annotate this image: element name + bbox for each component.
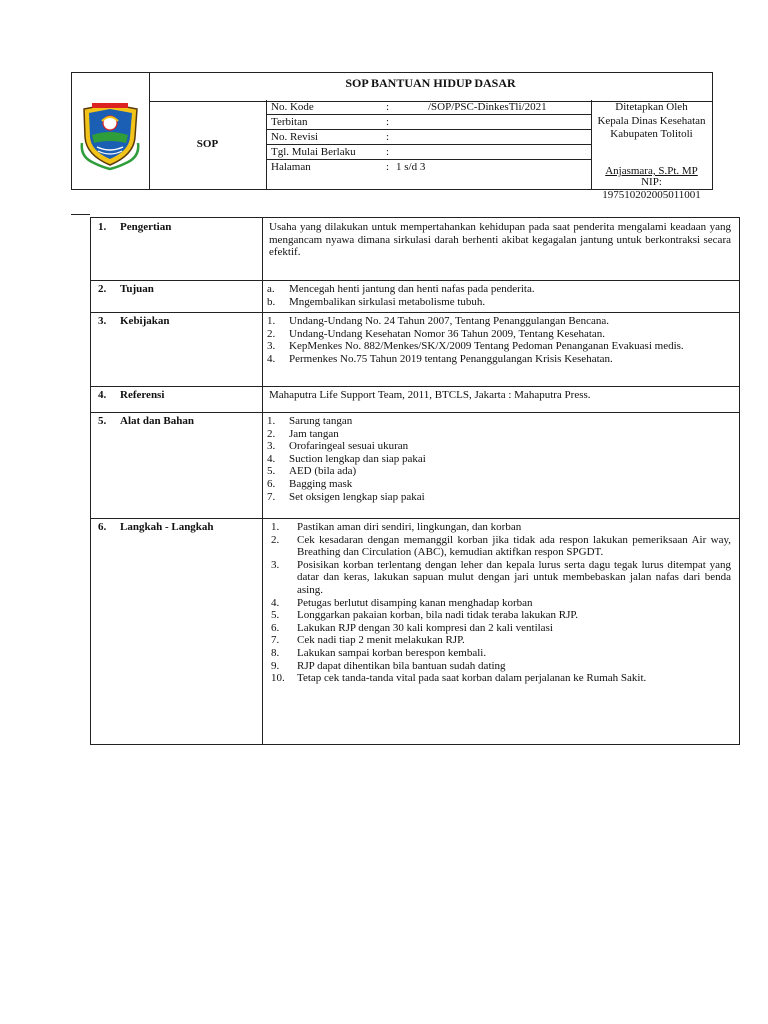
section-body [263, 518, 739, 744]
list-marker: 9. [271, 659, 280, 672]
section-heading [91, 412, 263, 518]
section-list [267, 415, 731, 503]
list-item [267, 478, 731, 491]
list-item [271, 597, 731, 610]
list-item [267, 353, 731, 366]
section-body [263, 280, 739, 312]
approval-line: Kepala Dinas Kesehatan [597, 115, 706, 127]
section-text: Usaha yang dilakukan untuk mempertahankan kehidupan pada saat penderita mengalami keadaan yang mengancam nyawa dimana sirkulasi darah berhenti akibat kegagalan jantung untuk berkontraksi secara efektif. [269, 221, 731, 259]
list-item [271, 609, 731, 622]
signatory-name: Anjasmara, S.Pt. MP [605, 165, 698, 177]
section-pengertian [91, 218, 739, 281]
list-item-text: Lakukan RJP dengan 30 kali kompresi dan 2 kali ventilasi [297, 621, 553, 634]
list-marker: 3. [271, 558, 280, 571]
section-langkah [91, 518, 739, 744]
section-body [263, 218, 739, 280]
list-marker: 4. [267, 352, 276, 365]
list-marker: 6. [271, 621, 280, 634]
field-row-halaman [266, 160, 591, 174]
section-list [267, 315, 731, 365]
section-title: Tujuan [120, 283, 154, 295]
list-item-text: Bagging mask [289, 477, 353, 490]
list-marker: 2. [267, 427, 276, 440]
field-label: Terbitan [271, 116, 308, 128]
list-item-text: Tetap cek tanda-tanda vital pada saat korban dalam perjalanan ke Rumah Sakit. [297, 672, 647, 685]
list-item-text: Mngembalikan sirkulasi metabolisme tubuh. [289, 295, 486, 308]
list-item-text: Longgarkan pakaian korban, bila nadi tidak teraba lakukan RJP. [297, 609, 579, 622]
approval-line: Ditetapkan Oleh [615, 101, 688, 113]
list-marker: 2. [271, 533, 280, 546]
signatory-nip: NIP: 197510202005011001 [602, 176, 701, 201]
section-heading [91, 280, 263, 312]
section-number: 1. [98, 221, 107, 233]
field-value: 1 s/d 3 [396, 161, 426, 173]
field-separator: : [386, 146, 390, 158]
list-item-text: Set oksigen lengkap siap pakai [289, 490, 425, 503]
section-number: 4. [98, 389, 107, 401]
section-title: Pengertian [120, 221, 172, 233]
field-separator: : [386, 101, 390, 113]
list-item [267, 415, 731, 428]
field-row-kode [266, 100, 591, 115]
list-marker: 1. [267, 415, 276, 427]
list-item [267, 296, 731, 309]
list-item [267, 465, 731, 478]
divider [71, 214, 90, 215]
sop-label: SOP [149, 100, 267, 189]
list-item [271, 521, 731, 534]
list-marker: 5. [271, 609, 280, 622]
document-title: SOP BANTUAN HIDUP DASAR [149, 73, 712, 102]
field-row-tgl-berlaku [266, 145, 591, 160]
section-number: 5. [98, 415, 107, 427]
list-item-text: Pastikan aman diri sendiri, lingkungan, dan korban [297, 521, 522, 533]
section-title: Referensi [120, 389, 165, 401]
field-label: Halaman [271, 161, 311, 173]
list-item [267, 340, 731, 353]
section-heading [91, 218, 263, 280]
field-row-terbitan [266, 115, 591, 130]
list-item [271, 634, 731, 647]
section-number: 6. [98, 521, 107, 533]
section-body [263, 412, 739, 518]
list-item [271, 559, 731, 597]
list-item-text: RJP dapat dihentikan bila bantuan sudah dating [297, 659, 506, 672]
list-item-text: Posisikan korban terlentang dengan leher dan kepala lurus serta dagu tegak lurus ditempat yang datar dan keras, lakukan sapuan mulut dengan jari untuk membebaskan jalan nafas dari benda asing. [297, 558, 731, 596]
list-item-text: Mencegah henti jantung dan henti nafas pada penderita. [289, 283, 535, 295]
list-marker: 1. [271, 521, 280, 533]
field-separator: : [386, 161, 390, 173]
section-referensi [91, 386, 739, 413]
field-label: No. Revisi [271, 131, 319, 143]
list-item [267, 440, 731, 453]
section-list [267, 283, 731, 308]
section-heading [91, 518, 263, 744]
field-separator: : [386, 131, 390, 143]
section-body [263, 312, 739, 386]
document-fields [266, 100, 592, 189]
section-list [271, 521, 731, 685]
list-item [271, 672, 731, 685]
section-title: Kebijakan [120, 315, 170, 327]
list-item [267, 428, 731, 441]
list-marker: 8. [271, 646, 280, 659]
section-heading [91, 312, 263, 386]
list-item-text: Orofaringeal sesuai ukuran [289, 440, 409, 453]
list-item [267, 283, 731, 296]
list-marker: 4. [267, 452, 276, 465]
list-marker: 6. [267, 477, 276, 490]
regency-emblem-icon [72, 73, 149, 189]
list-marker: 7. [271, 634, 280, 647]
sop-header [71, 72, 713, 201]
sop-content-table [90, 217, 740, 745]
list-item [267, 491, 731, 504]
list-item-text: AED (bila ada) [289, 465, 357, 478]
section-text: Mahaputra Life Support Team, 2011, BTCLS, Jakarta : Mahaputra Press. [269, 389, 591, 401]
section-number: 2. [98, 283, 107, 295]
field-separator: : [386, 116, 390, 128]
list-item [271, 622, 731, 635]
section-title: Langkah - Langkah [120, 521, 214, 533]
section-title: Alat dan Bahan [120, 415, 194, 427]
section-number: 3. [98, 315, 107, 327]
list-item-text: Petugas berlutut disamping kanan menghadap korban [297, 596, 533, 609]
list-item-text: Cek kesadaran dengan memanggil korban jika tidak ada respon lakukan pemeriksaan Air way, Breathing dan Circulation (ABC), kemudian aktifkan respon SPGDT. [297, 533, 731, 559]
list-item [267, 315, 731, 328]
list-marker: 7. [267, 490, 276, 503]
list-marker: 1. [267, 315, 276, 327]
field-value: /SOP/PSC-DinkesTli/2021 [428, 101, 547, 113]
list-item [271, 660, 731, 673]
section-heading [91, 386, 263, 412]
section-tujuan [91, 280, 739, 313]
list-marker: 10. [271, 672, 285, 685]
list-marker: b. [267, 295, 276, 308]
list-item-text: Sarung tangan [289, 415, 353, 427]
list-item-text: Suction lengkap dan siap pakai [289, 452, 426, 465]
list-marker: a. [267, 283, 275, 295]
list-item-text: Permenkes No.75 Tahun 2019 tentang Penanggulangan Krisis Kesehatan. [289, 352, 613, 365]
field-row-revisi [266, 130, 591, 145]
list-item [271, 534, 731, 559]
list-item [267, 328, 731, 341]
list-item-text: KepMenkes No. 882/Menkes/SK/X/2009 Tentang Pedoman Penanganan Evakuasi medis. [289, 340, 684, 353]
section-kebijakan [91, 312, 739, 387]
field-label: No. Kode [271, 101, 314, 113]
field-label: Tgl. Mulai Berlaku [271, 146, 356, 158]
list-item-text: Jam tangan [289, 427, 339, 440]
approval-block [591, 100, 712, 201]
list-item-text: Cek nadi tiap 2 menit melakukan RJP. [297, 634, 465, 647]
section-alat-bahan [91, 412, 739, 519]
list-item-text: Lakukan sampai korban berespon kembali. [297, 646, 487, 659]
list-marker: 2. [267, 327, 276, 340]
list-marker: 3. [267, 440, 276, 453]
list-item [267, 453, 731, 466]
logo-cell [72, 73, 150, 189]
approval-line: Kabupaten Tolitoli [610, 128, 693, 140]
list-item [271, 647, 731, 660]
list-marker: 4. [271, 596, 280, 609]
list-marker: 5. [267, 465, 276, 478]
section-body [263, 386, 739, 412]
list-marker: 3. [267, 340, 276, 353]
list-item-text: Undang-Undang No. 24 Tahun 2007, Tentang Penanggulangan Bencana. [289, 315, 610, 327]
list-item-text: Undang-Undang Kesehatan Nomor 36 Tahun 2009, Tentang Kesehatan. [289, 327, 606, 340]
